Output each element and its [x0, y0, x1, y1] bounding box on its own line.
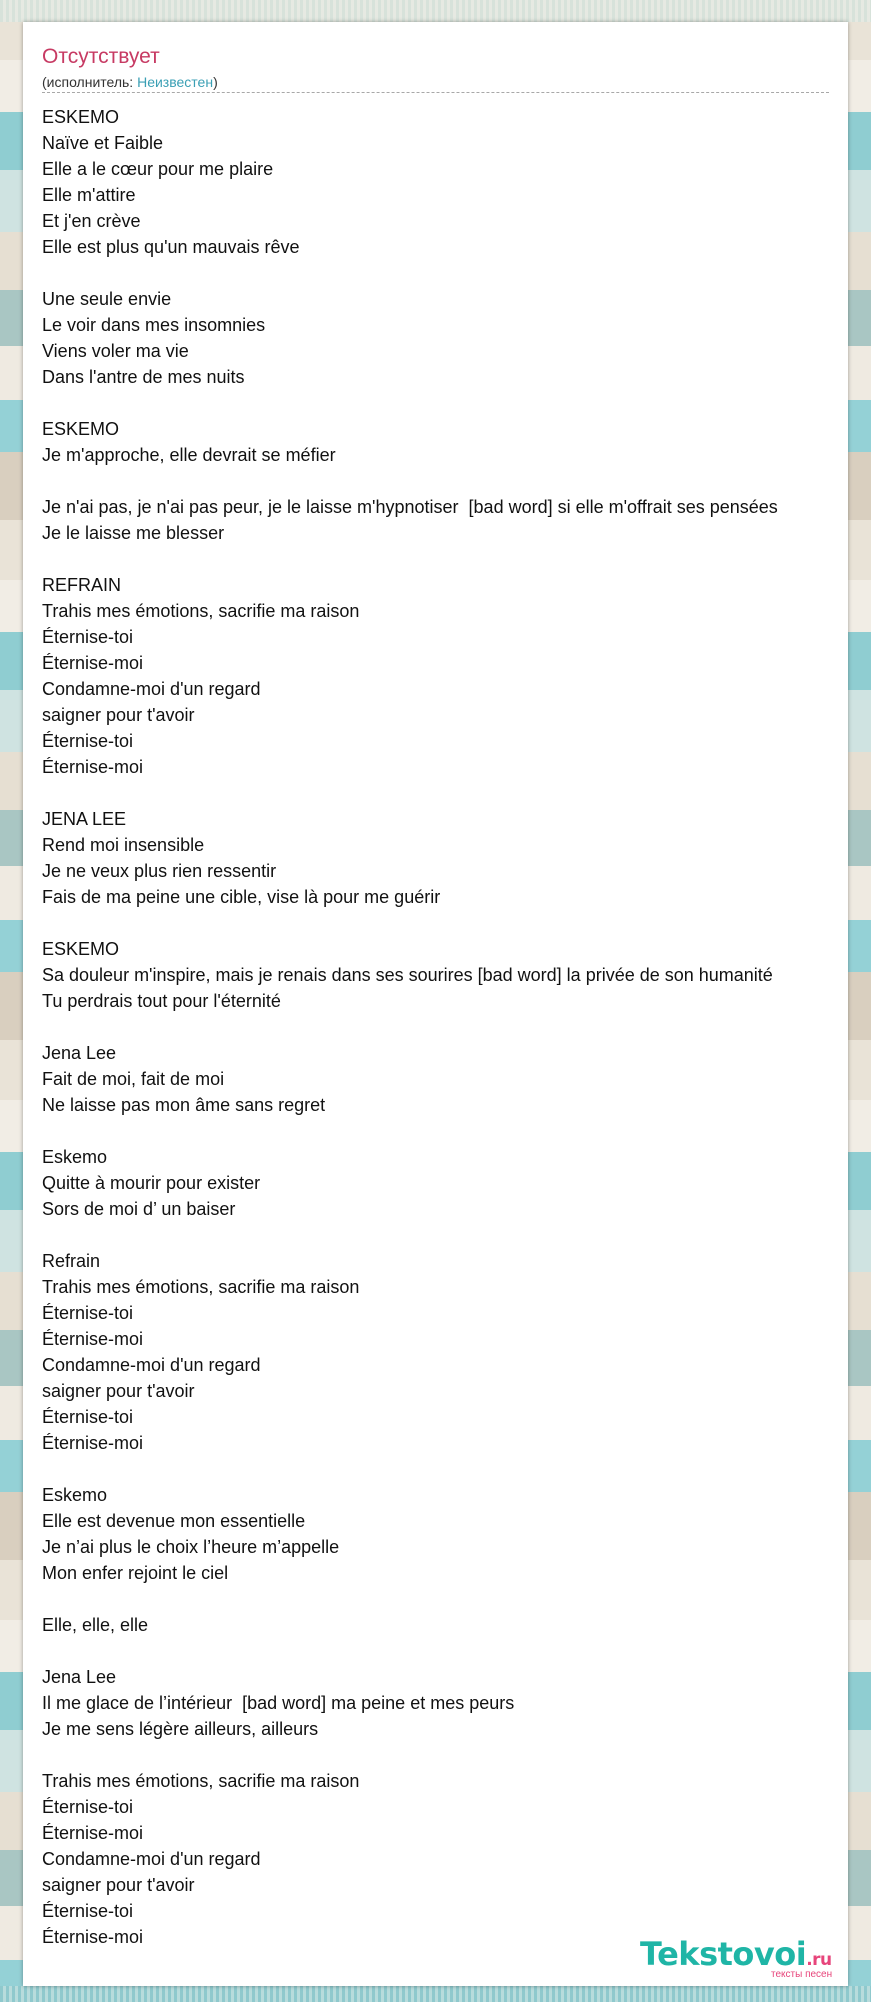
artist-line [42, 73, 218, 91]
song-title: Отсутствует [42, 45, 160, 68]
title-divider [42, 92, 829, 93]
artist-prefix: (исполнитель: [42, 74, 138, 90]
artist-link[interactable]: Неизвестен [137, 74, 214, 90]
logo-tagline: тексты песен [771, 1969, 833, 1980]
site-logo[interactable] [640, 1934, 860, 1982]
artist-suffix: ) [213, 74, 218, 90]
logo-tld: .ru [806, 1950, 832, 1970]
lyrics-text: ESKEMO Naïve et Faible Elle a le cœur pour me plaire Elle m'attire Et j'en crève Elle est plus qu'un mauvais rêve Une seule envie Le voir dans mes insomnies Viens voler ma vie Dans l'antre de mes nuits ESKEMO Je m'approche, elle devrait se méfier Je n'ai pas, je n'ai pas peur, je le laisse m'hypnotiser [bad word] si elle m'offrait ses pensées Je le laisse me blesser REFRAIN Trahis mes émotions, sacrifie ma raison Éternise-toi Éternise-moi Condamne-moi d'un regard saigner pour t'avoir Éternise-toi Éternise-moi JENA LEE Rend moi insensible Je ne veux plus rien ressentir Fais de ma peine une cible, vise là pour me guérir ESKEMO Sa douleur m'inspire, mais je renais dans ses sourires [bad word] la privée de son humanité Tu perdrais tout pour l'éternité Jena Lee Fait de moi, fait de moi Ne laisse pas mon âme sans regret Eskemo Quitte à mourir pour exister Sors de moi d’ un baiser Refrain Trahis mes émotions, sacrifie ma raison Éternise-toi Éternise-moi Condamne-moi d'un regard saigner pour t'avoir Éternise-toi Éternise-moi Eskemo Elle est devenue mon essentielle Je n’ai plus le choix l’heure m’appelle Mon enfer rejoint le ciel Elle, elle, elle Jena Lee Il me glace de l’intérieur [bad word] ma peine et mes peurs Je me sens légère ailleurs, ailleurs Trahis mes émotions, sacrifie ma raison Éternise-toi Éternise-moi Condamne-moi d'un regard saigner pour t'avoir Éternise-toi Éternise-moi [42, 107, 778, 1947]
logo-name: Tekstovoi [640, 1935, 807, 1973]
lyrics-panel [23, 22, 848, 1986]
